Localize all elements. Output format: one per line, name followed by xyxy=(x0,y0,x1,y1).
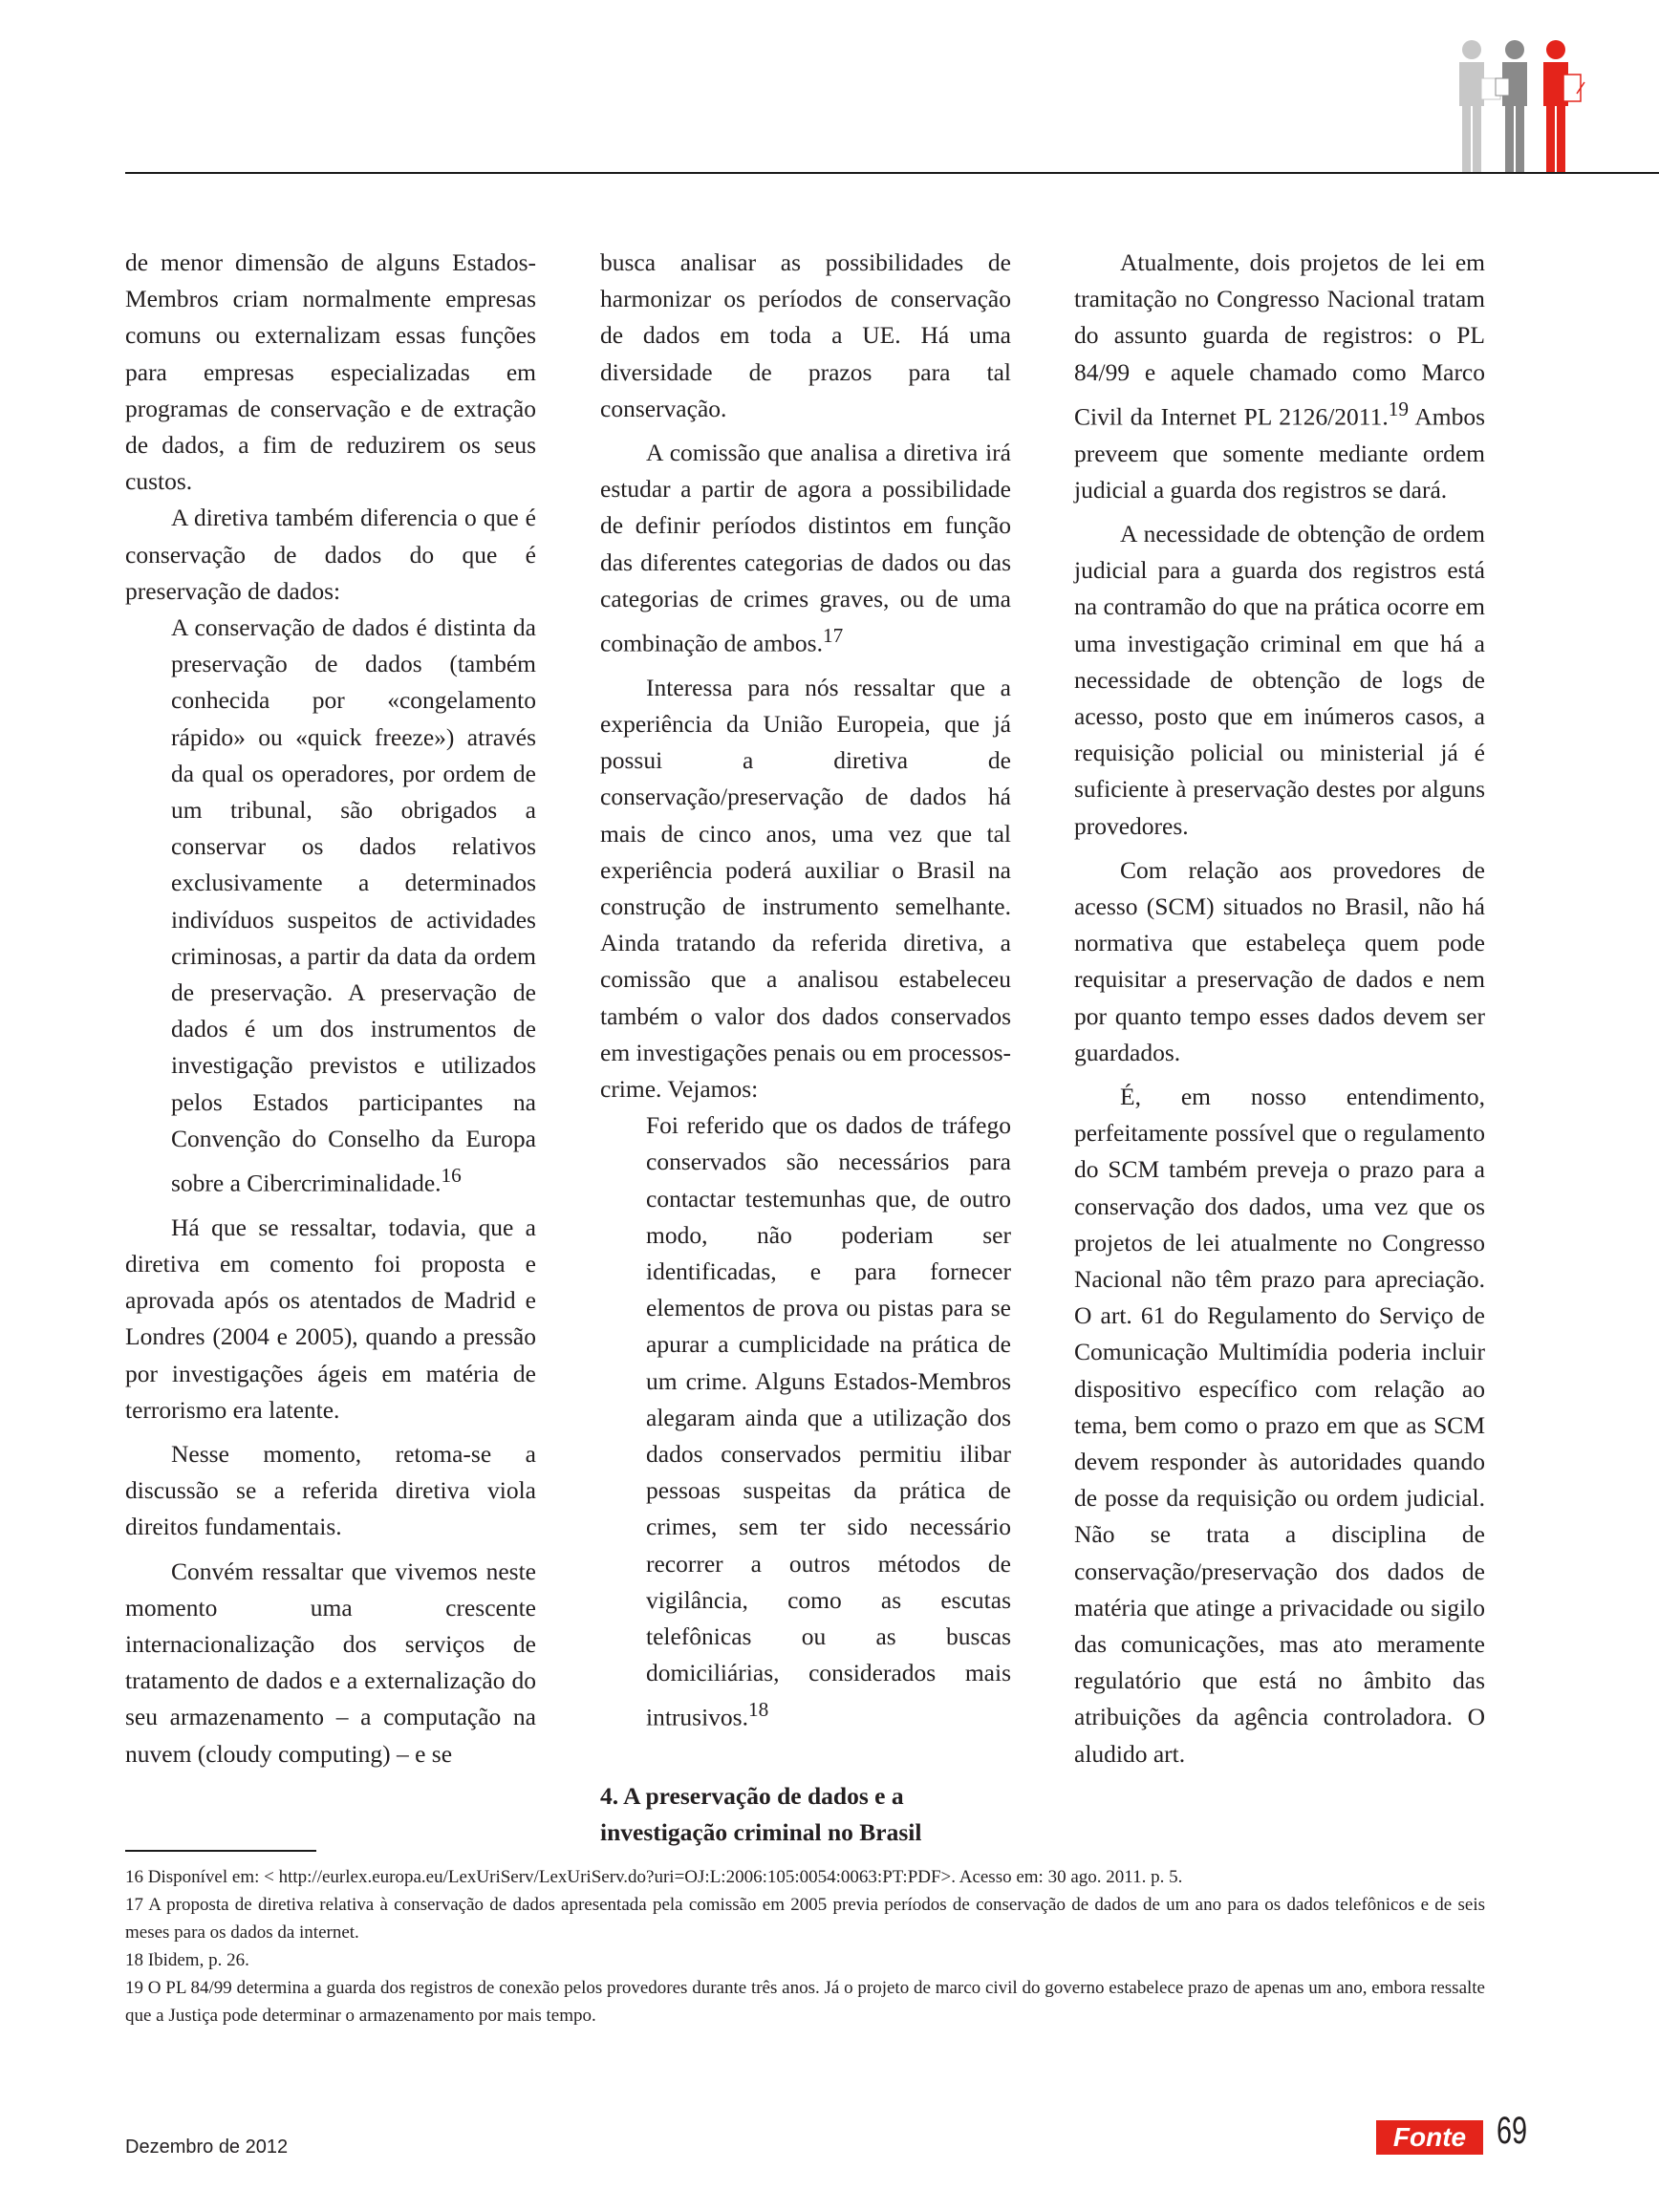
paragraph: Interessa para nós ressaltar que a experiência da União Europeia, que já possui a diretiva de conservação/preservação de dados há mais de cinco anos, uma vez que tal experiência poderá auxiliar o Brasil na construção de instrumento semelhante. Ainda tratando da referida diretiva, a comissão que a analisou estabeleceu também o valor dos dados conservados em investigações penais ou em processos-crime. Vejamos: xyxy=(600,673,1011,1103)
column-1 xyxy=(125,245,536,1772)
column-2 xyxy=(600,245,1011,1852)
block-quote xyxy=(171,610,536,1202)
block-quote xyxy=(646,1107,1011,1736)
paragraph: Convém ressaltar que vivemos neste momento uma crescente internacionalização dos serviços de tratamento de dados e a externalização do seu armazenamento – a computação na nuvem (cloudy computing) – e se xyxy=(125,1557,536,1768)
paragraph: A necessidade de obtenção de ordem judicial para a guarda dos registros está na contramão do que na prática ocorre em uma investigação criminal em que há a necessidade de obtenção de logs de acesso, posto que em inúmeros casos, a requisição policial ou ministerial já é suficiente à preservação destes por alguns provedores. xyxy=(1074,519,1485,840)
people-figures-logo xyxy=(1443,38,1586,172)
footnote-19: 19 O PL 84/99 determina a guarda dos registros de conexão pelos provedores durante três anos. Já o projeto de marco civil do governo estabelece prazo de apenas um ano, embora ressalte que a Justiça pode determinar o armazenamento por mais tempo. xyxy=(125,1978,1485,2026)
footnotes xyxy=(125,1863,1485,2029)
paragraph-text: Atualmente, dois projetos de lei em tramitação no Congresso Nacional tratam do assunto guarda de registros: o PL 84/99 e aquele chamado como Marco Civil da Internet PL 2126/2011. xyxy=(1074,248,1485,431)
quote-text: A conservação de dados é distinta da preservação de dados (também conhecida por «congelamento rápido» ou «quick freeze») através da qual os operadores, por ordem de um tribunal, são obrigados a conservar os dados relativos exclusivamente a determinados indivíduos suspeitos de actividades criminosas, a partir da data da ordem de preservação. A preservação de dados é um dos instrumentos de investigação previstos e utilizados pelos Estados participantes na Convenção do Conselho da Europa sobre a Cibercriminalidade. xyxy=(171,613,536,1197)
paragraph xyxy=(600,435,1011,662)
footnote-ref: 18 xyxy=(747,1698,769,1722)
section-heading: 4. A preservação de dados e a investigação criminal no Brasil xyxy=(600,1782,922,1847)
footnote-rule xyxy=(125,1850,316,1852)
paragraph: É, em nosso entendimento, perfeitamente possível que o regulamento do SCM também preveja o prazo para a conservação dos dados, uma vez que os projetos de lei atualmente no Congresso Nacional não têm prazo para apreciação. O art. 61 do Regulamento do Serviço de Comunicação Multimídia poderia incluir dispositivo específico com relação ao tema, bem como o prazo em que as SCM devem responder às autoridades quando de posse da requisição ou ordem judicial. Não se trata a disciplina de conservação/preservação dos dados de matéria que atinge a privacidade ou sigilo das comunicações, mas ato meramente regulatório que está no âmbito das atribuições da agência controladora. O aludido art. xyxy=(1074,1082,1485,1768)
brand-logo: Fonte xyxy=(1376,2120,1483,2155)
paragraph: Há que se ressaltar, todavia, que a diretiva em comento foi proposta e aprovada após os atentados de Madrid e Londres (2004 e 2005), quando a pressão por investigações ágeis em matéria de terrorismo era latente. xyxy=(125,1213,536,1424)
footnote-ref: 16 xyxy=(441,1164,462,1188)
footnote-17: 17 A proposta de diretiva relativa à conservação de dados apresentada pela comissão em 2005 previa períodos de conservação de dados de um ano para os dados telefônicos e de seis meses para os dados da internet. xyxy=(125,1895,1485,1943)
footnote-18: 18 Ibidem, p. 26. xyxy=(125,1950,249,1970)
paragraph: de menor dimensão de alguns Estados-Membros criam normalmente empresas comuns ou externalizam essas funções para empresas especializadas em programas de conservação e de extração de dados, a fim de reduzirem os seus custos. xyxy=(125,248,536,496)
header-rule xyxy=(125,172,1659,174)
footnote-ref: 19 xyxy=(1388,397,1409,420)
paragraph: A diretiva também diferencia o que é conservação de dados do que é preservação de dados: xyxy=(125,504,536,605)
issue-date: Dezembro de 2012 xyxy=(125,2137,289,2158)
paragraph: Com relação aos provedores de acesso (SCM) situados no Brasil, não há normativa que estabeleça quem pode requisitar a preservação de dados e nem por quanto tempo esses dados devem ser guardados. xyxy=(1074,855,1485,1066)
footnote-ref: 17 xyxy=(822,624,844,648)
paragraph: Nesse momento, retoma-se a discussão se a referida diretiva viola direitos fundamentais. xyxy=(125,1440,536,1541)
paragraph-text: Ambos preveem que somente mediante ordem judicial a guarda dos registros se dará. xyxy=(1074,402,1485,504)
paragraph xyxy=(1074,245,1485,508)
paragraph: busca analisar as possibilidades de harmonizar os períodos de conservação de dados em toda a UE. Há uma diversidade de prazos para tal conservação. xyxy=(600,248,1011,422)
paragraph-text: A comissão que analisa a diretiva irá estudar a partir de agora a possibilidade de definir períodos distintos em função das diferentes categorias de dados ou das categorias de crimes graves, ou de uma combinação de ambos. xyxy=(600,439,1011,657)
page-number: 69 xyxy=(1497,2110,1528,2152)
column-3 xyxy=(1074,245,1485,1772)
footnote-16: 16 Disponível em: < http://eurlex.europa.eu/LexUriServ/LexUriServ.do?uri=OJ:L:2006:105:0054:0063:PT:PDF>. Acesso em: 30 ago. 2011. p. 5. xyxy=(125,1867,1183,1887)
quote-text: Foi referido que os dados de tráfego conservados são necessários para contactar testemunhas que, de outro modo, não poderiam ser identificadas, e para fornecer elementos de prova ou pistas para se apurar a cumplicidade na prática de um crime. Alguns Estados-Membros alegaram ainda que a utilização dos dados conservados permitiu ilibar pessoas suspeitas da prática de crimes, sem ter sido necessário recorrer a outros métodos de vigilância, como as escutas telefônicas ou as buscas domiciliárias, considerados mais intrusivos. xyxy=(646,1111,1011,1731)
